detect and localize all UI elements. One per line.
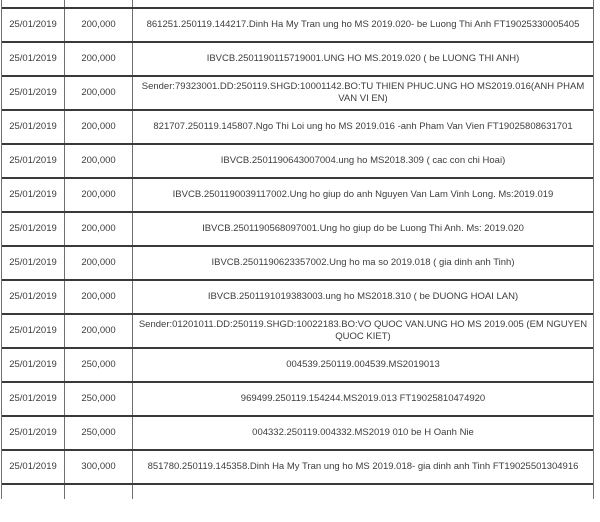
transaction-amount: 200,000 bbox=[81, 189, 116, 200]
transaction-description: IBVCB.2501190623357002.Ung ho ma so 2019.018 ( gia dinh anh Tinh) bbox=[211, 257, 515, 268]
amount-cell bbox=[65, 77, 133, 109]
date-cell bbox=[2, 9, 65, 41]
transaction-description: 861251.250119.144217.Dinh Ha My Tran ung ho MS 2019.020- be Luong Thi Anh FT19025330005405 bbox=[146, 19, 580, 30]
transaction-date: 25/01/2019 bbox=[9, 359, 57, 370]
transaction-amount: 200,000 bbox=[81, 325, 116, 336]
date-cell bbox=[2, 315, 65, 347]
amount-cell bbox=[65, 213, 133, 245]
transaction-amount: 300,000 bbox=[81, 461, 116, 472]
amount-cell bbox=[65, 349, 133, 381]
table-row bbox=[2, 417, 593, 451]
transaction-date: 25/01/2019 bbox=[9, 53, 57, 64]
transaction-description: IBVCB.2501190039117002.Ung ho giup do anh Nguyen Van Lam Vinh Long. Ms:2019.019 bbox=[172, 189, 554, 200]
table-row bbox=[2, 383, 593, 417]
description-cell bbox=[133, 111, 593, 143]
amount-cell bbox=[65, 451, 133, 483]
transaction-description: 821707.250119.145807.Ngo Thi Loi ung ho MS 2019.016 -anh Pham Van Vien FT19025808631701 bbox=[153, 121, 573, 132]
date-cell bbox=[2, 485, 65, 499]
date-cell bbox=[2, 111, 65, 143]
amount-cell bbox=[65, 281, 133, 313]
date-cell bbox=[2, 77, 65, 109]
transaction-date: 25/01/2019 bbox=[9, 155, 57, 166]
table-row-partial-top bbox=[2, 0, 593, 9]
description-cell bbox=[133, 145, 593, 177]
transaction-date: 25/01/2019 bbox=[9, 461, 57, 472]
date-cell bbox=[2, 247, 65, 279]
description-cell bbox=[133, 349, 593, 381]
description-cell bbox=[133, 179, 593, 211]
transaction-amount: 200,000 bbox=[81, 19, 116, 30]
transaction-amount: 200,000 bbox=[81, 155, 116, 166]
table-row bbox=[2, 213, 593, 247]
transactions-table-body bbox=[2, 9, 593, 485]
table-row bbox=[2, 77, 593, 111]
table-row bbox=[2, 247, 593, 281]
amount-cell bbox=[65, 0, 133, 7]
transaction-amount: 250,000 bbox=[81, 359, 116, 370]
description-cell bbox=[133, 451, 593, 483]
table-row-partial-bottom bbox=[2, 485, 593, 499]
transaction-date: 25/01/2019 bbox=[9, 257, 57, 268]
description-cell bbox=[133, 383, 593, 415]
date-cell bbox=[2, 383, 65, 415]
table-row bbox=[2, 451, 593, 485]
description-cell bbox=[133, 213, 593, 245]
date-cell bbox=[2, 417, 65, 449]
transactions-table bbox=[1, 0, 594, 499]
table-row bbox=[2, 9, 593, 43]
date-cell bbox=[2, 145, 65, 177]
amount-cell bbox=[65, 111, 133, 143]
date-cell bbox=[2, 179, 65, 211]
transaction-amount: 200,000 bbox=[81, 121, 116, 132]
transaction-description: Sender:79323001.DD:250119.SHGD:10001142.BO:TU THIEN PHUC.UNG HO MS2019.016(ANH PHAM VAN VI EN) bbox=[141, 81, 585, 104]
amount-cell bbox=[65, 43, 133, 75]
transaction-amount: 250,000 bbox=[81, 393, 116, 404]
description-cell bbox=[133, 0, 593, 7]
transaction-description: 851780.250119.145358.Dinh Ha My Tran ung ho MS 2019.018- gia dinh anh Tinh FT19025501304916 bbox=[147, 461, 579, 472]
transaction-amount: 200,000 bbox=[81, 53, 116, 64]
transaction-date: 25/01/2019 bbox=[9, 87, 57, 98]
transaction-date: 25/01/2019 bbox=[9, 291, 57, 302]
date-cell bbox=[2, 451, 65, 483]
description-cell bbox=[133, 9, 593, 41]
transaction-description: 004332.250119.004332.MS2019 010 be H Oanh Nie bbox=[252, 427, 474, 438]
description-cell bbox=[133, 417, 593, 449]
transaction-date: 25/01/2019 bbox=[9, 393, 57, 404]
date-cell bbox=[2, 213, 65, 245]
table-row bbox=[2, 179, 593, 213]
date-cell bbox=[2, 349, 65, 381]
amount-cell bbox=[65, 179, 133, 211]
transaction-date: 25/01/2019 bbox=[9, 121, 57, 132]
transaction-amount: 200,000 bbox=[81, 257, 116, 268]
amount-cell bbox=[65, 247, 133, 279]
transaction-date: 25/01/2019 bbox=[9, 325, 57, 336]
transaction-date: 25/01/2019 bbox=[9, 427, 57, 438]
table-row bbox=[2, 281, 593, 315]
description-cell bbox=[133, 281, 593, 313]
transaction-amount: 250,000 bbox=[81, 427, 116, 438]
description-cell bbox=[133, 77, 593, 109]
transaction-description: 969499.250119.154244.MS2019.013 FT19025810474920 bbox=[240, 393, 486, 404]
transaction-description: IBVCB.2501190643007004.ung ho MS2018.309 ( cac con chi Hoai) bbox=[220, 155, 506, 166]
transaction-date: 25/01/2019 bbox=[9, 19, 57, 30]
transaction-description: IBVCB.2501190115719001.UNG HO MS.2019.020 ( be LUONG THI ANH) bbox=[206, 53, 520, 64]
amount-cell bbox=[65, 9, 133, 41]
transaction-description: 004539.250119.004539.MS2019013 bbox=[286, 359, 440, 370]
date-cell bbox=[2, 0, 65, 7]
date-cell bbox=[2, 281, 65, 313]
amount-cell bbox=[65, 383, 133, 415]
amount-cell bbox=[65, 145, 133, 177]
transaction-description: IBVCB.2501191019383003.ung ho MS2018.310 ( be DUONG HOAI LAN) bbox=[207, 291, 519, 302]
table-row bbox=[2, 111, 593, 145]
transaction-amount: 200,000 bbox=[81, 87, 116, 98]
table-row bbox=[2, 145, 593, 179]
transaction-amount: 200,000 bbox=[81, 223, 116, 234]
amount-cell bbox=[65, 485, 133, 499]
amount-cell bbox=[65, 315, 133, 347]
description-cell bbox=[133, 485, 593, 499]
amount-cell bbox=[65, 417, 133, 449]
table-row bbox=[2, 43, 593, 77]
description-cell bbox=[133, 247, 593, 279]
date-cell bbox=[2, 43, 65, 75]
table-row bbox=[2, 315, 593, 349]
description-cell bbox=[133, 315, 593, 347]
transaction-amount: 200,000 bbox=[81, 291, 116, 302]
transaction-description: Sender:01201011.DD:250119.SHGD:10022183.BO:VO QUOC VAN.UNG HO MS 2019.005 (EM NGUYEN QUOC KIET) bbox=[138, 319, 588, 342]
table-row bbox=[2, 349, 593, 383]
transaction-date: 25/01/2019 bbox=[9, 223, 57, 234]
description-cell bbox=[133, 43, 593, 75]
transaction-description: IBVCB.2501190568097001.Ung ho giup do be Luong Thi Anh. Ms: 2019.020 bbox=[202, 223, 524, 234]
transaction-date: 25/01/2019 bbox=[9, 189, 57, 200]
